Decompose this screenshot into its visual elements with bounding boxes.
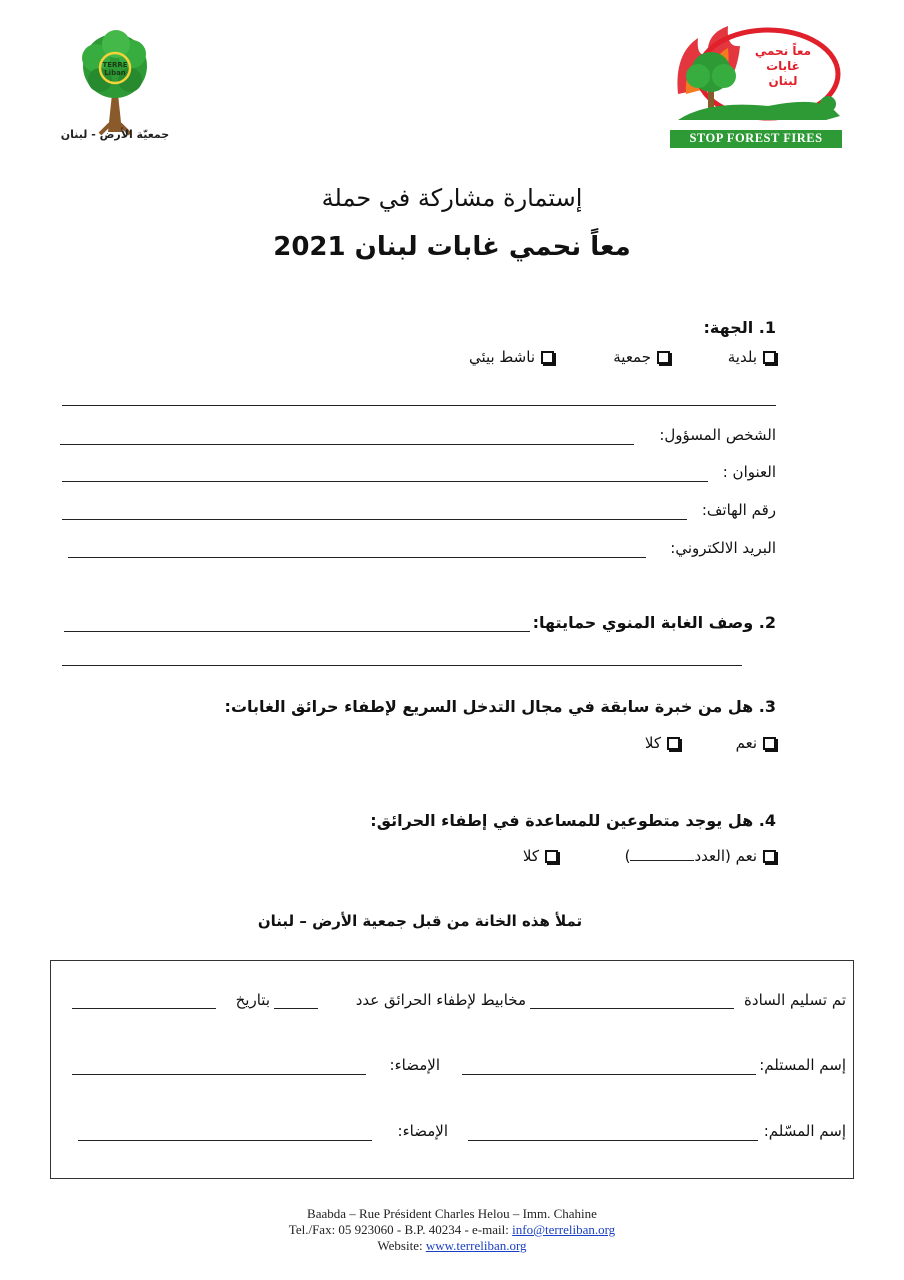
receiver-name-label: إسم المستلم: <box>759 1056 846 1074</box>
checkbox-icon[interactable] <box>657 351 670 364</box>
option-municipality[interactable]: بلدية <box>728 348 776 366</box>
form-title: إستمارة مشاركة في حملة <box>321 184 583 212</box>
deliverer-name-label: إسم المسّلم: <box>763 1122 846 1140</box>
email-label: البريد الالكتروني: <box>670 539 776 557</box>
extinguishers-count-field[interactable] <box>274 1008 318 1009</box>
terre-liban-caption: جمعيّة الأرض - لبنان <box>60 128 170 141</box>
email-link[interactable]: info@terreliban.org <box>512 1222 616 1237</box>
stop-forest-fires-banner: STOP FOREST FIRES <box>689 131 823 145</box>
extinguishers-count-label: مخابيط لإطفاء الحرائق عدد <box>355 991 526 1009</box>
deliverer-name-field[interactable] <box>468 1140 758 1141</box>
option-volunteers-no[interactable]: كلا <box>523 847 558 865</box>
section-1-heading <box>704 318 776 337</box>
checkbox-icon[interactable] <box>667 737 680 750</box>
forest-description-field-2[interactable] <box>62 665 742 666</box>
date-field[interactable] <box>72 1008 216 1009</box>
checkbox-icon[interactable] <box>545 850 558 863</box>
stop-forest-fires-logo <box>668 24 844 152</box>
terre-liban-ring-text: TERRE Liban <box>102 61 128 77</box>
deliverer-signature-field[interactable] <box>78 1140 372 1141</box>
option-volunteers-yes[interactable]: نعم (العدد) <box>625 847 776 865</box>
option-experience-no[interactable]: كلا <box>645 734 680 752</box>
phone-label: رقم الهاتف: <box>701 501 776 519</box>
address-field[interactable] <box>62 481 708 482</box>
option-experience-yes[interactable]: نعم <box>736 734 776 752</box>
checkbox-icon[interactable] <box>763 351 776 364</box>
footer-website: Website: www.terreliban.org <box>377 1238 527 1253</box>
checkbox-icon[interactable] <box>763 850 776 863</box>
phone-field[interactable] <box>62 519 687 520</box>
footer-address: Baabda – Rue Président Charles Helou – Imm. Chahine <box>307 1206 597 1221</box>
deliverer-signature-label: الإمضاء: <box>397 1122 448 1140</box>
forest-description-field[interactable] <box>64 631 530 632</box>
campaign-title: معاً نحمي غابات لبنان 2021 <box>273 232 631 262</box>
section-3-title: هل من خبرة سابقة في مجال التدخل السريع لإطفاء حرائق الغابات: <box>224 697 754 716</box>
section-2-heading: 2. وصف الغابة المنوي حمايتها: <box>532 613 776 632</box>
responsible-person-label: الشخص المسؤول: <box>659 426 776 444</box>
volunteer-count-blank[interactable] <box>630 848 694 861</box>
entity-other-line[interactable] <box>62 405 776 406</box>
email-field[interactable] <box>68 557 646 558</box>
footer-contact: Tel./Fax: 05 923060 - B.P. 40234 - e-mail: info@terreliban.org <box>288 1222 616 1237</box>
receiver-name-field[interactable] <box>462 1074 756 1075</box>
stop-forest-fires-arabic: معاً نحمي غابات لبنان <box>754 44 812 88</box>
section-1-number: 1. <box>758 318 776 337</box>
option-environmental-activist[interactable]: ناشط بيئي <box>469 348 554 366</box>
delivered-to-field[interactable] <box>530 1008 734 1009</box>
checkbox-icon[interactable] <box>763 737 776 750</box>
date-label: بتاريخ <box>235 991 270 1009</box>
section-3-heading: 3. هل من خبرة سابقة في مجال التدخل السريع لإطفاء حرائق الغابات: <box>224 697 776 716</box>
website-link[interactable]: www.terreliban.org <box>425 1238 527 1253</box>
responsible-person-field[interactable] <box>60 444 634 445</box>
office-use-heading: تملأ هذه الخانة من قبل جمعية الأرض – لبنان <box>257 912 583 930</box>
receiver-signature-field[interactable] <box>72 1074 366 1075</box>
section-4-title: هل يوجد متطوعين للمساعدة في إطفاء الحرائق: <box>370 811 754 830</box>
address-label: العنوان : <box>722 463 776 481</box>
section-4-heading: 4. هل يوجد متطوعين للمساعدة في إطفاء الحرائق: <box>370 811 776 830</box>
section-2-title: وصف الغابة المنوي حمايتها: <box>532 613 754 632</box>
delivered-to-label: تم تسليم السادة <box>744 991 846 1009</box>
section-1-title: الجهة: <box>703 318 754 337</box>
terre-liban-logo <box>60 24 170 152</box>
option-association[interactable]: جمعية <box>613 348 670 366</box>
receiver-signature-label: الإمضاء: <box>389 1056 440 1074</box>
checkbox-icon[interactable] <box>541 351 554 364</box>
